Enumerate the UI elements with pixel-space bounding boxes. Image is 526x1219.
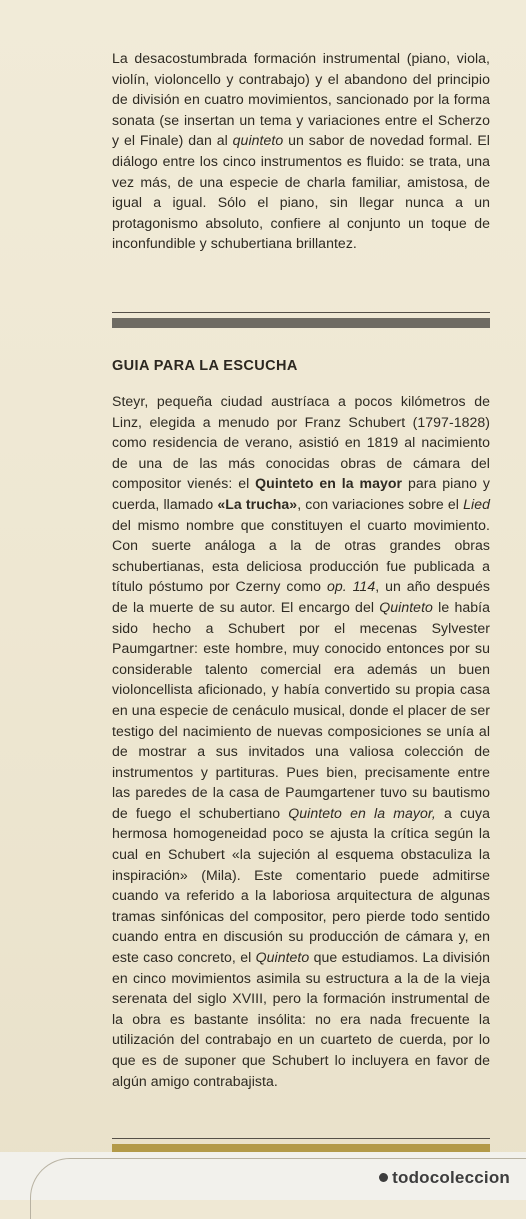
- intro-paragraph: [112, 48, 490, 254]
- section-text-1: Steyr, pequeña ciudad austríaca a pocos kilómetros de Linz, elegida a menudo por Franz Schubert (1797-1828) como residencia de verano, asistió en 1819 al nacimiento de una de las más conocidas obras de cámara del compositor vienés: el: [112, 393, 490, 492]
- section-text-7: a cuya hermosa homogeneidad poco se ajusta la crítica según la cual en Schubert «la sujeción al esquema obstaculiza la inspiración» (Mila). Este comentario puede admitirse cuando va referido a la laboriosa arquitectura de algunas tramas sinfónicas del compositor, pero pierde todo sentido cuando entra en discusión su producción de cámara y, en este caso concreto, el: [112, 804, 490, 966]
- italic-quinteto-1: Quinteto: [379, 598, 433, 615]
- section-text-5: , un año después de la muerte de su autor. El encargo del: [112, 578, 490, 615]
- italic-lied: Lied: [463, 495, 490, 512]
- intro-italic-quinteto: quinteto: [232, 132, 284, 149]
- intro-text-2: un sabor de novedad formal. El diálogo entre los cinco instrumentos es fluido: se trata, una vez más, de una especie de charla familiar, amistosa, de igual a igual. Sólo el piano, sin llegar nunca a un protagonismo absoluto, confiere al conjunto un toque de inconfundible y schubertiana brillantez.: [112, 132, 490, 252]
- section-text-4: del mismo nombre que constituyen el cuarto movimiento. Con suerte análoga a la de otras grandes obras schubertianas, esta deliciosa producción fue publicada a título póstumo por Czerny como: [112, 516, 490, 595]
- italic-opus: op. 114: [326, 578, 376, 595]
- italic-quinteto-title: Quinteto en la mayor,: [288, 804, 436, 821]
- watermark-dot-icon: [379, 1173, 388, 1182]
- bold-quinteto-title: Quinteto en la mayor: [255, 475, 403, 492]
- divider-band-grey: [112, 318, 490, 328]
- section-text-8: que estudiamos. La división en cinco movimientos asimila su estructura a la de la vieja serenata del siglo XVIII, pero la formación instrumental de la obra es bastante insólita: no era nada frecuente la utilización del contrabajo en un cuarteto de cuerda, por lo que es de suponer que Schubert lo incluyera en favor de algún amigo contrabajista.: [112, 949, 490, 1089]
- section-text-6: le había sido hecho a Schubert por el mecenas Sylvester Paumgartner: este hombre, muy conocido entonces por su considerable talento comercial era además un buen violoncellista aficionado, y había convertido su propia casa en una especie de cenáculo musical, donde el placer de ser testigo del nacimiento de nuevas composiciones se unía al de mostrar a sus invitados una valiosa colección de instrumentos y partituras. Pues bien, precisamente entre las paredes de la casa de Paumgartener tuvo su bautismo de fuego el schubertiano: [112, 598, 490, 821]
- section-heading: GUIA PARA LA ESCUCHA: [112, 358, 298, 374]
- section-text-3: , con variaciones sobre el: [297, 495, 464, 512]
- divider-thin-bottom: [112, 1138, 490, 1139]
- site-watermark: [379, 1168, 510, 1188]
- watermark-text: todocoleccion: [392, 1168, 510, 1187]
- italic-quinteto-2: Quinteto: [255, 949, 310, 966]
- section-text-2: para piano y cuerda, llamado: [112, 475, 490, 512]
- bold-la-trucha: «La trucha»: [217, 495, 298, 512]
- divider-thin-top: [112, 312, 490, 313]
- section-paragraph: [112, 391, 490, 1091]
- intro-text-1: La desacostumbrada formación instrumental (piano, viola, violín, violoncello y contrabajo) y el abandono del principio de división en cuatro movimientos, sancionado por la forma sonata (se insertan un tema y variaciones entre el Scherzo y el Finale) dan al: [112, 50, 490, 149]
